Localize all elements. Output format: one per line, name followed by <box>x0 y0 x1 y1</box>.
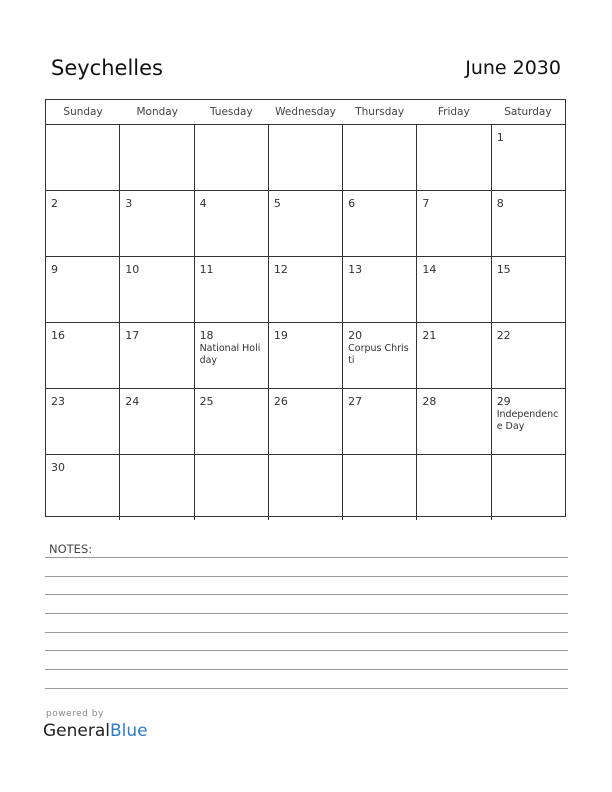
day-number: 17 <box>125 329 140 342</box>
day-cell <box>417 323 491 388</box>
weekday-wednesday: Wednesday <box>275 106 336 118</box>
day-number: 12 <box>273 263 288 276</box>
notes-line <box>45 650 568 651</box>
day-cell <box>195 389 269 454</box>
day-cell <box>492 389 565 454</box>
day-number: 9 <box>51 263 58 276</box>
logo-blue: Blue <box>110 721 148 741</box>
day-cell <box>417 257 491 322</box>
day-cell <box>46 125 120 190</box>
day-cell <box>343 257 417 322</box>
notes-line <box>45 669 568 670</box>
holiday-label: National Holiday <box>199 343 261 366</box>
day-cell <box>46 257 120 322</box>
day-cell <box>46 191 120 256</box>
weekday-thursday: Thursday <box>355 106 405 118</box>
day-number: 29 <box>496 395 511 408</box>
day-number: 6 <box>348 197 356 210</box>
day-cell <box>269 125 343 190</box>
day-cell <box>492 191 565 256</box>
day-number: 1 <box>496 131 504 144</box>
day-cell <box>195 191 269 256</box>
day-cell <box>46 455 120 520</box>
day-cell <box>269 191 343 256</box>
notes-line <box>45 632 568 633</box>
day-number: 24 <box>125 395 140 408</box>
notes-line <box>45 557 568 558</box>
notes-line <box>45 613 568 614</box>
notes-line <box>45 688 568 689</box>
day-number: 14 <box>422 263 437 276</box>
day-cell <box>492 257 565 322</box>
day-number: 21 <box>422 329 437 342</box>
day-number: 20 <box>348 329 363 342</box>
day-cell <box>343 455 417 520</box>
weekday-monday: Monday <box>136 106 178 118</box>
day-number: 30 <box>51 461 65 474</box>
day-number: 16 <box>51 329 65 342</box>
week-row <box>46 323 565 389</box>
day-cell <box>120 125 194 190</box>
day-cell <box>120 455 194 520</box>
day-cell <box>343 191 417 256</box>
day-number: 19 <box>273 329 288 342</box>
day-cell <box>492 323 565 388</box>
day-cell <box>269 323 343 388</box>
day-cell <box>343 389 417 454</box>
notes-line <box>45 594 568 595</box>
day-number: 23 <box>51 395 65 408</box>
day-number: 27 <box>348 395 363 408</box>
calendar-month-title: June 2030 <box>465 57 561 79</box>
calendar-grid <box>45 99 566 517</box>
generalblue-logo <box>43 721 148 741</box>
holiday-label: Independence Day <box>496 409 559 432</box>
day-cell <box>492 455 565 520</box>
powered-by-text: powered by <box>46 709 104 719</box>
day-cell <box>269 455 343 520</box>
day-cell <box>195 455 269 520</box>
day-cell <box>120 257 194 322</box>
day-number: 26 <box>273 395 288 408</box>
day-cell <box>120 191 194 256</box>
logo-general: General <box>43 721 110 741</box>
holiday-label: Corpus Christi <box>348 343 409 366</box>
week-row <box>46 389 565 455</box>
week-row <box>46 455 565 520</box>
calendar-country-title: Seychelles <box>51 56 163 80</box>
day-number: 2 <box>51 197 58 210</box>
day-number: 22 <box>496 329 511 342</box>
day-number: 25 <box>199 395 214 408</box>
weekday-header <box>46 100 565 125</box>
day-cell <box>269 389 343 454</box>
weekday-saturday: Saturday <box>504 106 552 118</box>
day-number: 15 <box>496 263 511 276</box>
notes-line <box>45 576 568 577</box>
day-cell <box>120 389 194 454</box>
day-cell <box>492 125 565 190</box>
weekday-sunday: Sunday <box>63 106 103 118</box>
day-cell <box>343 125 417 190</box>
day-cell <box>46 323 120 388</box>
day-cell <box>417 389 491 454</box>
day-cell <box>343 323 417 388</box>
day-number: 8 <box>496 197 504 210</box>
day-cell <box>120 323 194 388</box>
day-cell <box>417 125 491 190</box>
week-row <box>46 257 565 323</box>
day-number: 4 <box>199 197 207 210</box>
week-row <box>46 191 565 257</box>
notes-label: NOTES: <box>49 542 93 556</box>
day-number: 3 <box>125 197 133 210</box>
day-number: 5 <box>273 197 281 210</box>
day-cell <box>417 191 491 256</box>
day-number: 7 <box>422 197 430 210</box>
day-number: 13 <box>348 263 363 276</box>
day-cell <box>195 125 269 190</box>
day-number: 18 <box>199 329 214 342</box>
week-row <box>46 125 565 191</box>
weekday-tuesday: Tuesday <box>209 106 253 118</box>
day-number: 11 <box>199 263 214 276</box>
weekday-friday: Friday <box>437 106 470 118</box>
day-cell <box>195 323 269 388</box>
day-cell <box>46 389 120 454</box>
day-cell <box>417 455 491 520</box>
day-cell <box>195 257 269 322</box>
day-number: 28 <box>422 395 437 408</box>
day-cell <box>269 257 343 322</box>
day-number: 10 <box>125 263 140 276</box>
